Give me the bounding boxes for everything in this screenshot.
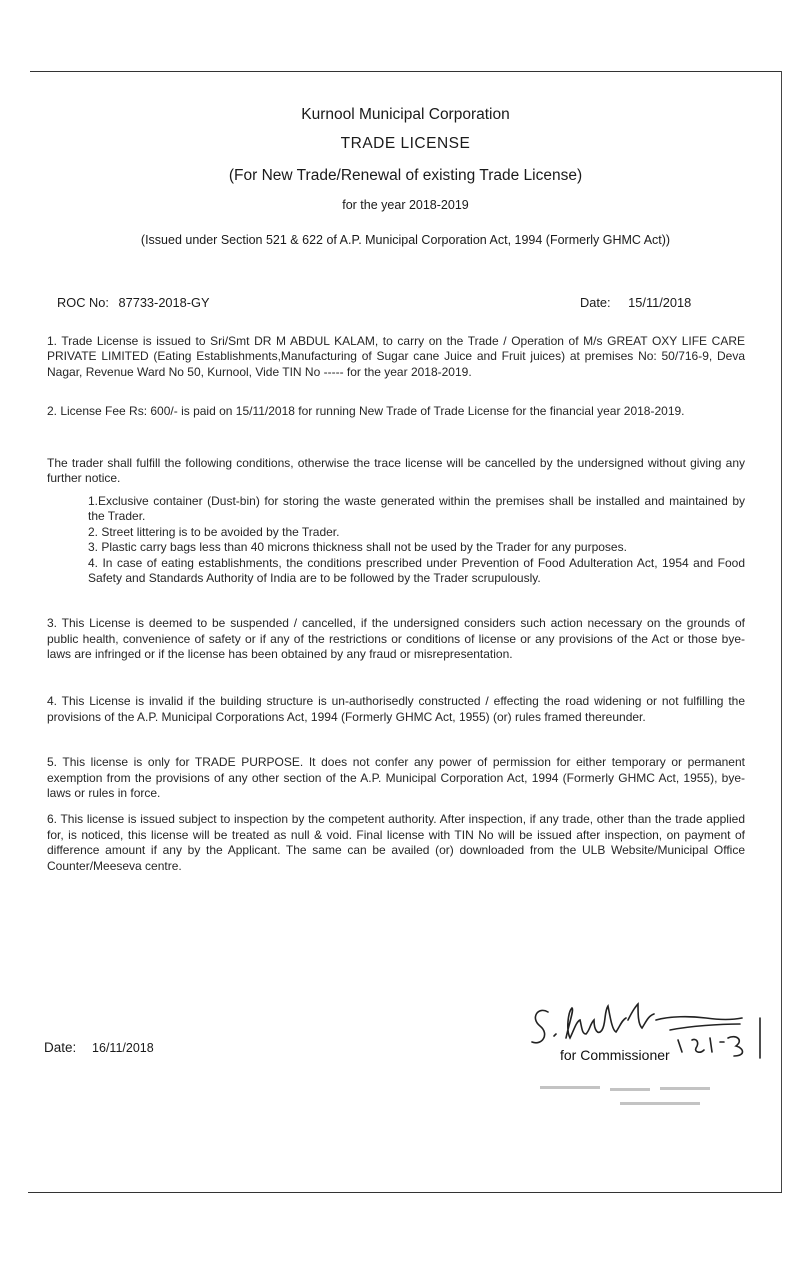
corporation-name: Kurnool Municipal Corporation	[301, 106, 510, 123]
condition-item: 3. Plastic carry bags less than 40 microns thickness shall not be used by the Trader for any purposes.	[88, 540, 627, 555]
footer-date	[44, 1040, 154, 1055]
paragraph-2: 2. License Fee Rs: 600/- is paid on 15/11/2018 for running New Trade of Trade License for the financial year 2018-2019.	[47, 404, 685, 418]
document-title: TRADE LICENSE	[340, 135, 471, 152]
issued-under-line: (Issued under Section 521 & 622 of A.P. Municipal Corporation Act, 1994 (Formerly GHMC Act))	[140, 233, 671, 247]
roc-number	[57, 295, 210, 310]
condition-item: 4. In case of eating establishments, the conditions prescribed under Prevention of Food Adulteration Act, 1954 and Food Safety and Standards Authority of India are to be followed by the Trader scrupulously.	[88, 555, 745, 586]
paragraph-1: 1. Trade License is issued to Sri/Smt DR M ABDUL KALAM, to carry on the Trade / Operation of M/s GREAT OXY LIFE CARE PRIVATE LIMITED (Eating Establishments,Manufacturing of Sugar cane Juice and Fruit juices) at premises No: 50/716-9, Deva Nagar, Revenue Ward No 50, Kurnool, Vide TIN No ----- for the year 2018-2019.	[47, 334, 745, 379]
paragraph-4: 4. This License is invalid if the building structure is un-authorisedly constructed / effecting the road widening or not fulfilling the provisions of the A.P. Municipal Corporations Act, 1994 (Formerly GHMC Act, 1955) (or) rules framed thereunder.	[47, 694, 745, 724]
roc-value: 87733-2018-GY	[118, 295, 210, 310]
top-border-rule	[30, 71, 782, 72]
condition-item: 1.Exclusive container (Dust-bin) for storing the waste generated within the premises shall be installed and maintained by the Trader.	[88, 494, 745, 524]
bottom-border-rule	[28, 1192, 782, 1193]
footer-date-label: Date:	[44, 1040, 77, 1055]
conditions-intro: The trader shall fulfill the following conditions, otherwise the trace license will be cancelled by the undersigned without giving any further notice.	[47, 456, 745, 486]
paragraph-3: 3. This License is deemed to be suspended / cancelled, if the undersigned considers such action necessary on the grounds of public health, convenience of safety or if any of the restrictions or conditions of license or any provisions of the Act or those bye-laws are infringed or if the license has been obtained by any fraud or misrepresentation.	[47, 616, 745, 662]
conditions-list	[88, 494, 745, 586]
issue-date-label: Date:	[580, 295, 611, 310]
issue-date-value: 15/11/2018	[628, 295, 692, 310]
for-commissioner: for Commissioner	[560, 1047, 670, 1063]
issue-date	[580, 295, 691, 310]
footer-date-value: 16/11/2018	[92, 1041, 154, 1055]
paragraph-5: 5. This license is only for TRADE PURPOSE. It does not confer any power of permission for either temporary or permanent exemption from the provisions of any other section of the A.P. Municipal Corporation Act, 1994 (Formerly GHMC Act, 1955), bye-laws or rules in force.	[47, 755, 745, 801]
roc-label: ROC No:	[57, 295, 109, 310]
license-year: for the year 2018-2019	[342, 198, 469, 212]
condition-item: 2. Street littering is to be avoided by the Trader.	[88, 524, 340, 539]
document-subtitle: (For New Trade/Renewal of existing Trade License)	[228, 167, 583, 184]
paragraph-6: 6. This license is issued subject to inspection by the competent authority. After inspection, if any trade, other than the trade applied for, is noticed, this license will be treated as null & void. Final license with TIN No will be issued after inspection, on payment of difference amount if any by the Applicant. The same can be availed (or) downloaded from the ULB Website/Municipal Office Counter/Meeseva centre.	[47, 812, 745, 873]
